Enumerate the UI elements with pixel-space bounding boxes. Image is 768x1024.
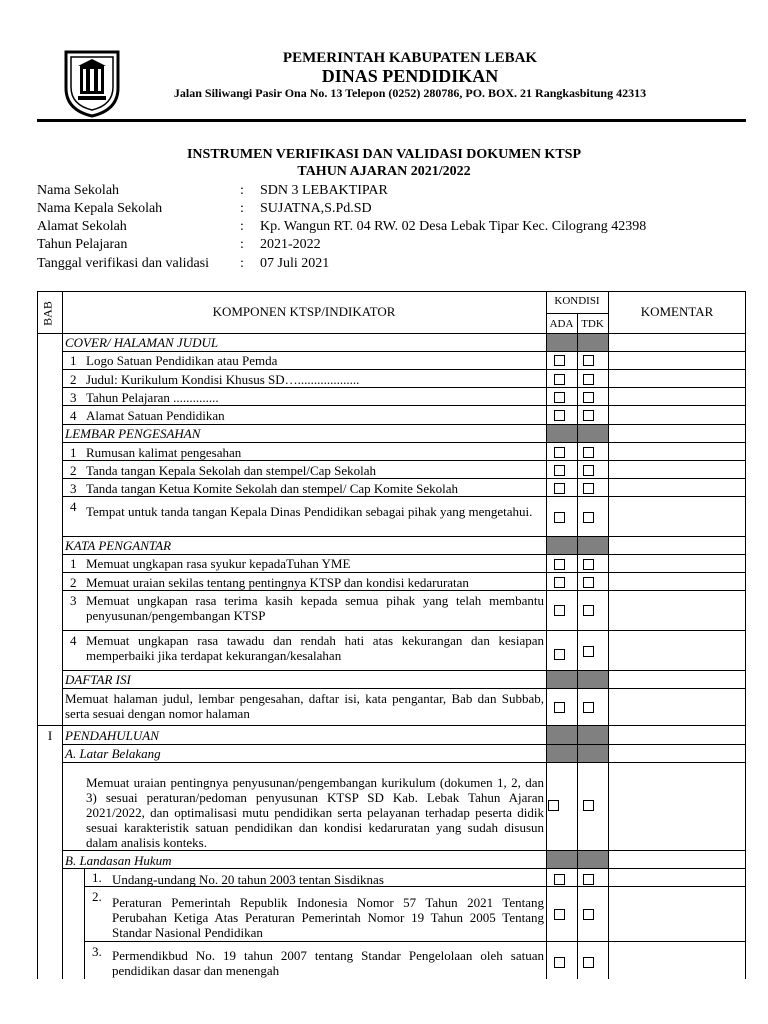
table-line	[37, 333, 746, 334]
item-number: 1	[70, 353, 77, 368]
table-line	[62, 424, 746, 425]
item-text: Tanda tangan Kepala Sekolah dan stempel/Cap Sekolah	[86, 463, 377, 478]
table-line	[62, 868, 746, 869]
item-text: Tanda tangan Ketua Komite Sekolah dan stempel/ Cap Komite Sekolah	[86, 481, 459, 496]
item-text: Peraturan Pemerintah Republik Indonesia Nomor 57 Tahun 2021 Tentang Perubahan Ketiga Atas Peraturan Pemerintah Nomor 19 Tahun 2005 Tentang Standar Nasional Pendidikan	[112, 895, 544, 940]
table-line	[62, 670, 746, 671]
table-line	[608, 291, 609, 979]
table-line	[62, 387, 746, 388]
header-address: Jalan Siliwangi Pasir Ona No. 13 Telepon (0252) 280786, PO. BOX. 21 Rangkasbitung 42313	[173, 86, 647, 100]
item-text: Rumusan kalimat pengesahan	[86, 445, 242, 460]
table-line	[62, 762, 746, 763]
section-pendahuluan: PENDAHULUAN	[65, 728, 159, 743]
ada-checkbox[interactable]	[554, 410, 565, 421]
item-number: 1.	[92, 870, 102, 885]
info-label: Tahun Pelajaran	[37, 237, 128, 252]
ada-checkbox[interactable]	[554, 447, 565, 458]
item-text: Tempat untuk tanda tangan Kepala Dinas Pendidikan sebagai pihak yang mengetahui.	[86, 504, 533, 519]
tdk-checkbox[interactable]	[583, 512, 594, 523]
header-rule	[37, 119, 746, 122]
info-label: Nama Kepala Sekolah	[37, 201, 163, 216]
info-colon: :	[240, 183, 244, 198]
table-line	[62, 351, 746, 352]
info-colon: :	[240, 256, 244, 271]
ada-checkbox[interactable]	[554, 374, 565, 385]
table-line	[62, 554, 746, 555]
ada-checkbox[interactable]	[554, 355, 565, 366]
ada-checkbox[interactable]	[554, 559, 565, 570]
item-text: Logo Satuan Pendidikan atau Pemda	[86, 353, 278, 368]
tdk-checkbox[interactable]	[583, 559, 594, 570]
info-colon: :	[240, 237, 244, 252]
table-line	[62, 496, 746, 497]
item-text: Memuat ungkapan rasa terima kasih kepada semua pihak yang telah membantu penyusunan/pengembangan KTSP	[86, 593, 544, 623]
bab-number: I	[47, 728, 53, 743]
info-colon: :	[240, 219, 244, 234]
section-kata: KATA PENGANTAR	[65, 538, 172, 553]
info-label: Tanggal verifikasi dan validasi	[37, 256, 210, 271]
ada-checkbox[interactable]	[554, 392, 565, 403]
table-line	[62, 630, 746, 631]
item-text: Judul: Kurikulum Kondisi Khusus SD…...................	[86, 372, 360, 387]
item-text: Memuat uraian pentingnya penyusunan/pengembangan kurikulum (dokumen 1, 2, dan 3) sesuai peraturan/pedoman penyusunan KTSP SD Kab. Lebak Tahun Ajaran 2021/2022, dan optimalisasi mutu pendidikan serta pelayanan terhadap peserta didik sesuai karakteristik satuan pendidikan dan kondisi kedaruratan yang sudah disusun dalam analisis konteks.	[86, 775, 544, 850]
table-line	[37, 291, 38, 979]
table-line	[577, 313, 578, 979]
info-value: SDN 3 LEBAKTIPAR	[260, 183, 388, 198]
tdk-checkbox[interactable]	[583, 374, 594, 385]
tdk-checkbox[interactable]	[583, 465, 594, 476]
table-line	[62, 688, 746, 689]
table-line	[37, 291, 746, 292]
ada-checkbox[interactable]	[554, 577, 565, 588]
tdk-checkbox[interactable]	[583, 577, 594, 588]
table-line	[62, 460, 746, 461]
ada-checkbox[interactable]	[548, 800, 559, 811]
table-line	[62, 478, 746, 479]
document-title: INSTRUMEN VERIFIKASI DAN VALIDASI DOKUMEN KTSP	[186, 147, 582, 162]
table-line	[62, 536, 746, 537]
tdk-checkbox[interactable]	[583, 605, 594, 616]
item-text: Memuat uraian sekilas tentang pentingnya KTSP dan kondisi kedaruratan	[86, 575, 469, 590]
item-number: 3	[70, 390, 77, 405]
item-text: Memuat halaman judul, lembar pengesahan, daftar isi, kata pengantar, Bab dan Subbab, serta sesuai dengan nomor halaman	[65, 691, 544, 721]
item-number: 1	[70, 556, 77, 571]
table-line	[62, 572, 746, 573]
tdk-checkbox[interactable]	[583, 447, 594, 458]
item-text: Undang-undang No. 20 tahun 2003 tentan Sisdiknas	[112, 872, 384, 887]
ada-checkbox[interactable]	[554, 957, 565, 968]
item-number: 3.	[92, 944, 102, 959]
table-line	[62, 291, 63, 979]
table-line	[84, 941, 746, 942]
ada-header: ADA	[549, 318, 574, 330]
section-daftar: DAFTAR ISI	[65, 672, 131, 687]
info-value: 2021-2022	[260, 237, 321, 252]
table-line	[745, 291, 746, 979]
item-text: Permendikbud No. 19 tahun 2007 tentang Standar Pengelolaan oleh satuan pendidikan dasar dan menengah	[112, 948, 544, 978]
section-lembar: LEMBAR PENGESAHAN	[65, 426, 201, 441]
item-number: 2	[70, 575, 77, 590]
info-value: Kp. Wangun RT. 04 RW. 02 Desa Lebak Tipar Kec. Cilograng 42398	[260, 219, 647, 234]
ada-checkbox[interactable]	[554, 909, 565, 920]
table-line	[37, 725, 746, 726]
info-colon: :	[240, 201, 244, 216]
table-line	[62, 850, 746, 851]
item-number: 3	[70, 593, 77, 608]
bab-header-text: BAB	[40, 301, 55, 326]
tdk-checkbox[interactable]	[583, 909, 594, 920]
table-line	[62, 369, 746, 370]
item-number: 3	[70, 481, 77, 496]
ada-checkbox[interactable]	[554, 465, 565, 476]
ada-checkbox[interactable]	[554, 874, 565, 885]
table-line	[84, 868, 85, 979]
tdk-checkbox[interactable]	[583, 392, 594, 403]
item-number: 4	[70, 408, 77, 423]
tdk-header: TDK	[581, 318, 604, 330]
table-line	[62, 405, 746, 406]
ada-checkbox[interactable]	[554, 483, 565, 494]
info-label: Nama Sekolah	[37, 183, 120, 198]
table-line	[62, 744, 746, 745]
item-number: 2	[70, 463, 77, 478]
item-number: 4	[70, 633, 77, 648]
tdk-checkbox[interactable]	[583, 800, 594, 811]
tdk-checkbox[interactable]	[583, 702, 594, 713]
item-text: Alamat Satuan Pendidikan	[86, 408, 225, 423]
table-line	[62, 442, 746, 443]
item-text: Memuat ungkapan rasa tawadu dan rendah hati atas kekurangan dan kesiapan memperbaiki jika terdapat kekurangan/kesalahan	[86, 633, 544, 663]
document-subtitle: TAHUN AJARAN 2021/2022	[297, 164, 471, 179]
tdk-checkbox[interactable]	[583, 957, 594, 968]
info-value: SUJATNA,S.Pd.SD	[260, 201, 372, 216]
item-number: 1	[70, 445, 77, 460]
item-number: 2.	[92, 889, 102, 904]
header-government: PEMERINTAH KABUPATEN LEBAK	[282, 50, 538, 66]
table-line	[62, 590, 746, 591]
tdk-checkbox[interactable]	[583, 874, 594, 885]
kondisi-header: KONDISI	[554, 295, 600, 307]
regency-crest-icon	[62, 48, 122, 118]
ada-checkbox[interactable]	[554, 649, 565, 660]
item-text: Memuat ungkapan rasa syukur kepadaTuhan YME	[86, 556, 351, 571]
komponen-header: KOMPONEN KTSP/INDIKATOR	[212, 304, 396, 319]
tdk-checkbox[interactable]	[583, 410, 594, 421]
tdk-checkbox[interactable]	[583, 355, 594, 366]
info-label: Alamat Sekolah	[37, 219, 127, 234]
ada-checkbox[interactable]	[554, 512, 565, 523]
table-line	[546, 291, 547, 979]
komentar-header: KOMENTAR	[640, 304, 714, 319]
bab-header	[38, 294, 60, 334]
section-latar: A. Latar Belakang	[65, 746, 161, 761]
item-number: 2	[70, 372, 77, 387]
tdk-checkbox[interactable]	[583, 483, 594, 494]
tdk-checkbox[interactable]	[583, 646, 594, 657]
info-value: 07 Juli 2021	[260, 256, 330, 271]
section-landasan: B. Landasan Hukum	[65, 853, 172, 868]
section-cover: COVER/ HALAMAN JUDUL	[65, 335, 219, 350]
table-line	[546, 313, 608, 314]
ada-checkbox[interactable]	[554, 702, 565, 713]
ada-checkbox[interactable]	[554, 605, 565, 616]
item-number: 4	[70, 499, 77, 514]
item-text: Tahun Pelajaran ..............	[86, 390, 219, 405]
header-agency: DINAS PENDIDIKAN	[321, 66, 499, 86]
